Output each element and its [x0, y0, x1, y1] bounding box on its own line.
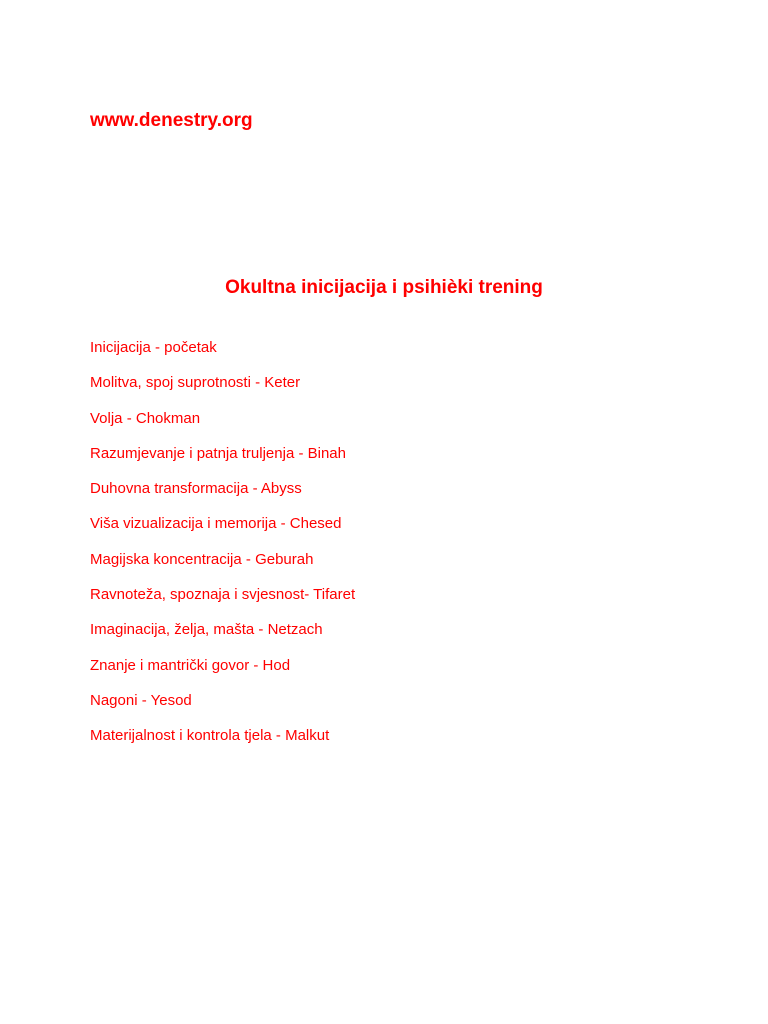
toc-item[interactable]: Nagoni - Yesod — [90, 691, 192, 709]
document-title: Okultna inicijacija i psihièki trening — [225, 277, 543, 298]
toc-item[interactable]: Duhovna transformacija - Abyss — [90, 480, 302, 498]
toc-item[interactable]: Inicijacija - početak — [90, 339, 217, 356]
toc-item[interactable]: Imaginacija, želja, mašta - Netzach — [90, 621, 323, 639]
toc-item[interactable]: Viša vizualizacija i memorija - Chesed — [90, 515, 342, 533]
toc-item[interactable]: Molitva, spoj suprotnosti - Keter — [90, 374, 301, 392]
site-link[interactable]: www.denestry.org — [90, 110, 253, 131]
toc-item[interactable]: Znanje i mantrički govor - Hod — [90, 656, 291, 674]
toc-item[interactable]: Volja - Chokman — [90, 409, 201, 427]
toc-item[interactable]: Materijalnost i kontrola tjela - Malkut — [90, 727, 330, 745]
toc-item[interactable]: Razumjevanje i patnja truljenja - Binah — [90, 444, 346, 462]
toc-item[interactable]: Ravnoteža, spoznaja i svjesnost- Tifaret — [90, 586, 356, 604]
table-of-contents — [90, 338, 355, 762]
toc-item[interactable]: Magijska koncentracija - Geburah — [90, 550, 314, 568]
